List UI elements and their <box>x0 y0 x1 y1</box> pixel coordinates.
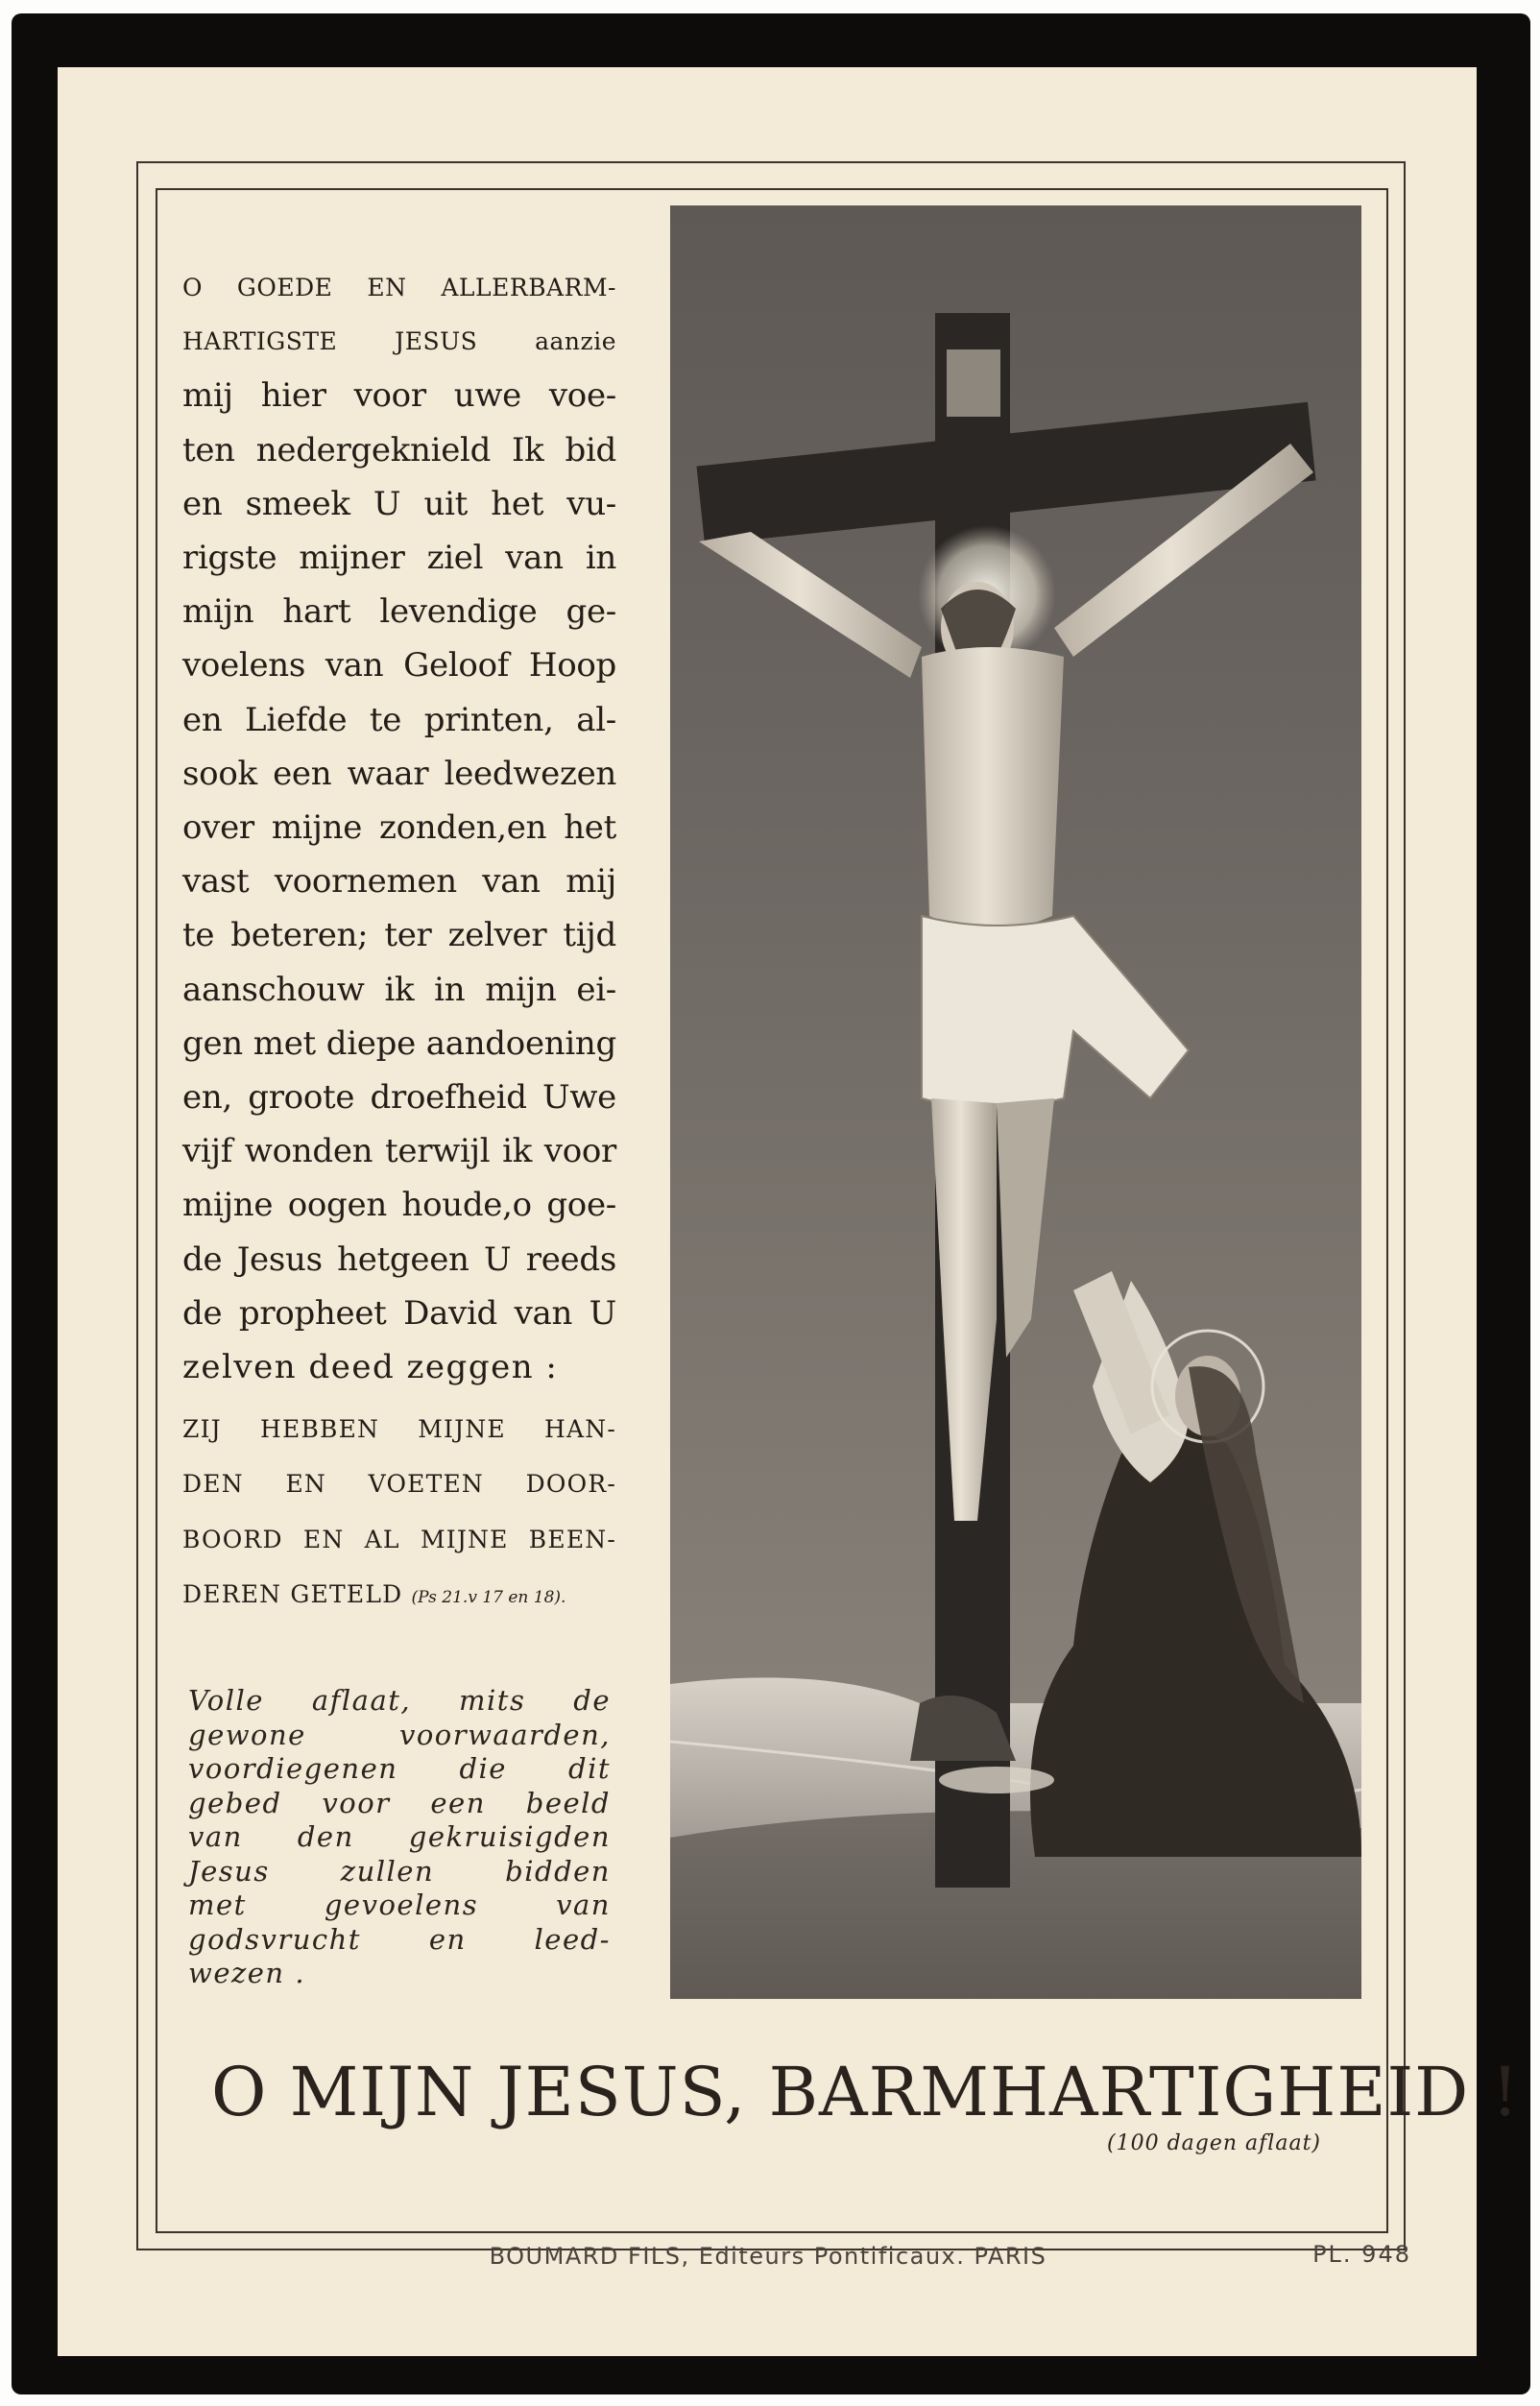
prayer-line: zelven deed zeggen : <box>182 1348 559 1387</box>
psalm-verse <box>182 1402 616 1625</box>
left-arm <box>699 532 922 678</box>
prayer-line: voelens van Geloof Hoop <box>182 646 616 686</box>
verse-line <box>182 1567 616 1625</box>
indulgence-line: gebed voor een beeld <box>188 1786 611 1819</box>
prayer-line: en Liefde te printen, al- <box>182 700 616 739</box>
indulgence-line: Volle aflaat, mits de <box>188 1684 611 1717</box>
indulgence-line: van den gekruisigden <box>188 1820 611 1853</box>
psalm-reference: (Ps 21.v 17 en 18). <box>411 1587 566 1607</box>
invocation-title: O MIJN JESUS, BARMHARTIGHEID ! <box>211 2053 1520 2131</box>
prayer-line: vast voornemen van mij <box>182 862 616 902</box>
prayer-line: ten nedergeknield Ik bid <box>182 430 616 469</box>
prayer-line: mijne oogen houde,o goe- <box>182 1186 616 1225</box>
indulgence-line: voordiegenen die dit <box>188 1752 611 1785</box>
prayer-line: sook een waar leedwezen <box>182 754 616 793</box>
plate-number: PL. 948 <box>1312 2241 1411 2268</box>
kneeling-woman <box>1030 1427 1361 1857</box>
indulgence-line: Jesus zullen bidden <box>188 1854 611 1888</box>
indulgence-line: gewone voorwaarden, <box>188 1718 611 1751</box>
prayer-line: de propheet David van U <box>182 1293 616 1333</box>
indulgence-line: godsvrucht en leed- <box>188 1922 611 1956</box>
prayer-line: gen met diepe aandoening <box>182 1023 616 1063</box>
verse-line-text: DEREN GETELD <box>182 1579 403 1608</box>
verse-line: DEN EN VOETEN DOOR- <box>182 1470 616 1499</box>
indulgence-note <box>188 1684 611 1991</box>
prayer-line: mij hier voor uwe voe- <box>182 376 616 416</box>
prayer-line: en smeek U uit het vu- <box>182 484 616 523</box>
prayer-line: rigste mijner ziel van in <box>182 539 616 578</box>
prayer-line: O GOEDE EN ALLERBARM- <box>182 274 616 301</box>
prayer-line: en, groote droefheid Uwe <box>182 1078 616 1118</box>
prayer-text <box>182 261 616 1625</box>
verse-line: ZIJ HEBBEN MIJNE HAN- <box>182 1415 616 1444</box>
inri-plaque <box>947 349 1000 417</box>
crucifixion-engraving <box>670 205 1361 1999</box>
loincloth <box>922 916 1189 1108</box>
prayer-line: HARTIGSTE JESUS aanzie <box>182 327 616 356</box>
prayer-line: vijf wonden terwijl ik voor <box>182 1132 616 1171</box>
crucifixion-illustration <box>670 205 1361 1999</box>
prayer-line: de Jesus hetgeen U reeds <box>182 1239 616 1279</box>
verse-line: BOORD EN AL MIJNE BEEN- <box>182 1525 616 1553</box>
christ-torso <box>922 647 1064 930</box>
indulgence-line: met gevoelens van <box>188 1889 611 1921</box>
prayer-line: te beteren; ter zelver tijd <box>182 916 616 955</box>
prayer-line: aanschouw ik in mijn ei- <box>182 970 616 1009</box>
prayer-line: mijn hart levendige ge- <box>182 592 616 632</box>
indulgence-line: wezen . <box>188 1957 306 1989</box>
indulgence-days-note: (100 dagen aflaat) <box>1107 2131 1321 2155</box>
prayer-line: over mijne zonden,en het <box>182 808 616 848</box>
publisher-imprint: BOUMARD FILS, Editeurs Pontificaux. PARIS <box>489 2243 1047 2270</box>
